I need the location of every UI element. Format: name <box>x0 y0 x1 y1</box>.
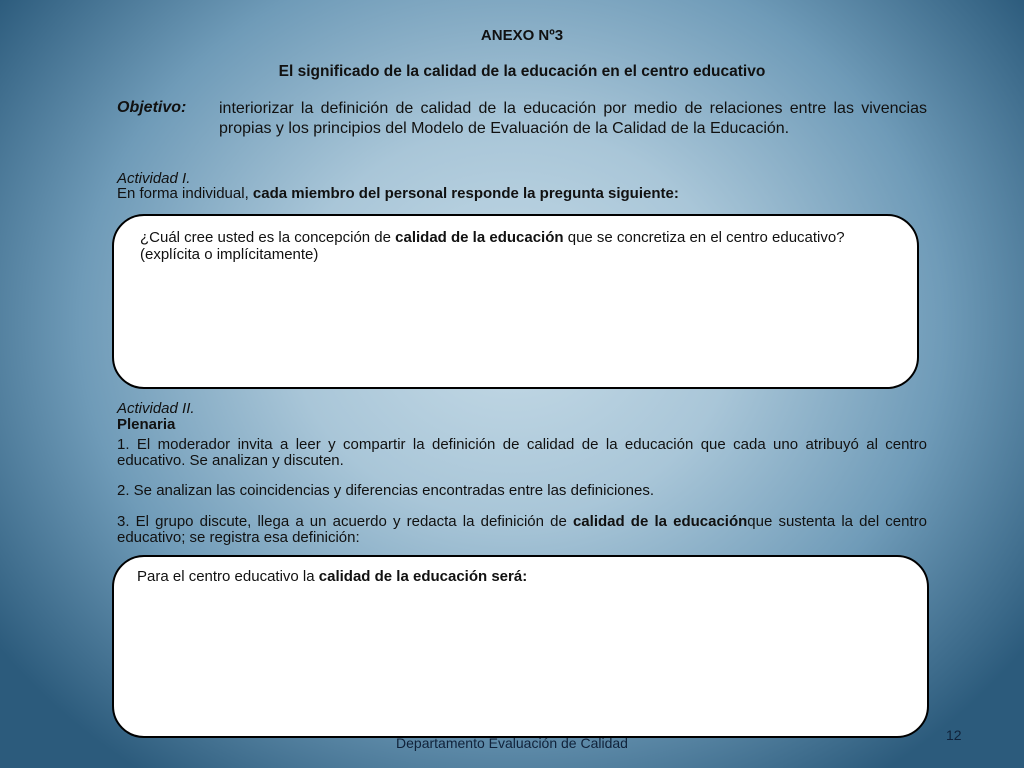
activity-2-label: Actividad II. <box>117 400 195 417</box>
activity-1-intro-text: En forma individual, <box>117 185 253 202</box>
objective-text: interiorizar la definición de calidad de la educación por medio de relaciones entre las vivencias propias y los principios del Modelo de Evaluación de la Calidad de la Educación. <box>219 100 927 137</box>
plenaria-item-2: 2. Se analizan las coincidencias y diferencias encontradas entre las definiciones. <box>117 482 654 499</box>
page-number: 12 <box>946 727 962 743</box>
question-text-post: que se concretiza en el centro educativo? (explícita o implícitamente) <box>140 229 845 263</box>
question-text-pre: ¿Cuál cree usted es la concepción de <box>140 229 396 246</box>
annex-subtitle: El significado de la calidad de la educación en el centro educativo <box>278 63 766 80</box>
plenaria-heading: Plenaria <box>117 416 176 433</box>
plenaria-item-1: 1. El moderador invita a leer y compartir la definición de calidad de la educación que cada uno atribuyó al centro educativo. Se analizan y discuten. <box>117 436 927 469</box>
question-answer-box[interactable] <box>112 214 919 389</box>
definition-prompt-pre: Para el centro educativo la <box>137 568 319 585</box>
activity-1-label: Actividad I. <box>117 170 191 187</box>
plenaria-item-3-bold: calidad de la educación <box>572 513 748 530</box>
annex-title: ANEXO Nº3 <box>480 27 564 44</box>
activity-1-intro-bold: cada miembro del personal responde la pregunta siguiente: <box>252 185 679 202</box>
definition-answer-box[interactable] <box>112 555 929 738</box>
definition-prompt-bold: calidad de la educación será: <box>318 568 528 585</box>
plenaria-item-3-post: que sustenta la del centro educativo; se registra esa definición: <box>117 513 927 546</box>
objective-label: Objetivo: <box>117 99 187 116</box>
definition-prompt <box>137 568 527 585</box>
question-text-bold: calidad de la educación <box>395 229 564 246</box>
plenaria-item-3 <box>117 514 927 546</box>
activity-1-intro <box>117 186 679 202</box>
question-text <box>140 229 880 263</box>
plenaria-item-3-pre: 3. El grupo discute, llega a un acuerdo y redacta la definición de <box>117 513 573 530</box>
footer-department: Departamento Evaluación de Calidad <box>396 735 628 751</box>
